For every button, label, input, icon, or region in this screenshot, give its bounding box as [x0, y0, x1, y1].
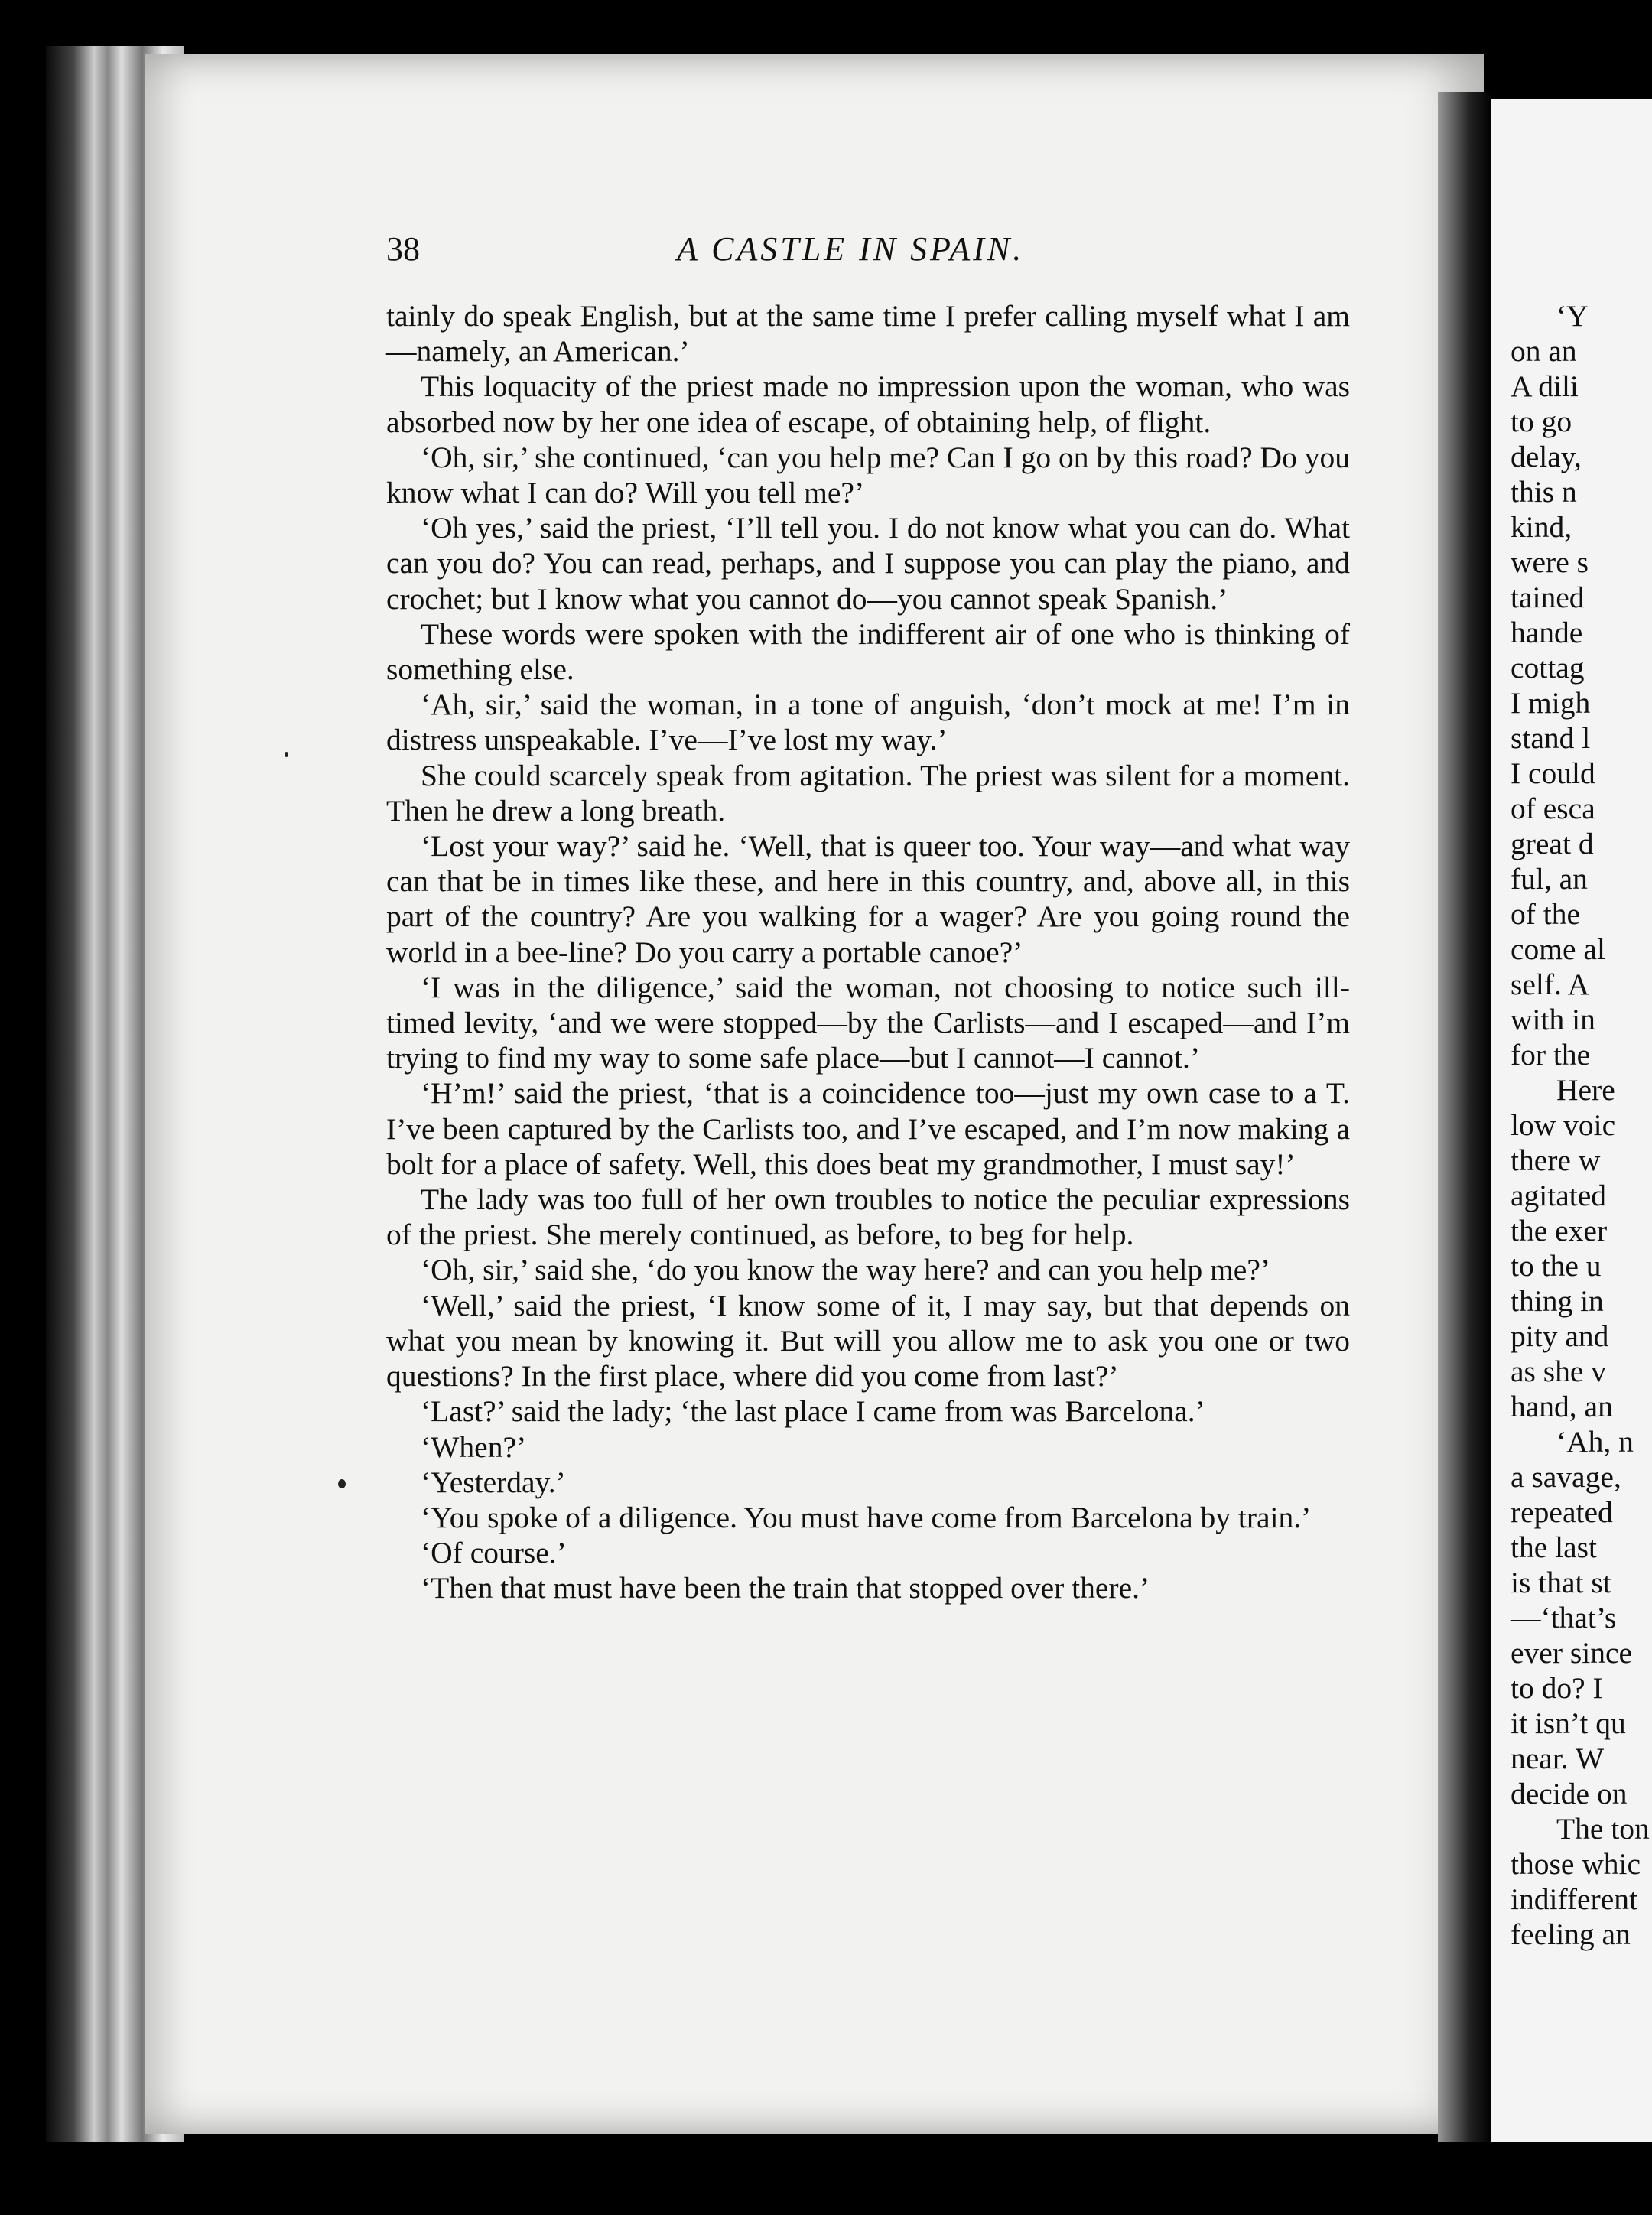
facing-page-line: to do? I	[1511, 1671, 1603, 1705]
facing-page-line: delay,	[1511, 440, 1582, 473]
paragraph: tainly do speak English, but at the same time I prefer calling myself what I am—namely, an American.’	[386, 299, 1350, 369]
facing-page-line: on an	[1511, 334, 1577, 368]
paragraph: ‘Oh, sir,’ said she, ‘do you know the way here? and can you help me?’	[421, 1253, 1271, 1287]
facing-page-line: of esca	[1511, 792, 1595, 825]
paragraph: These words were spoken with the indifferent air of one who is thinking of something else.	[386, 616, 1350, 687]
facing-page-line: cottag	[1511, 651, 1585, 685]
paragraph: ‘H’m!’ said the priest, ‘that is a coincidence too—just my own case to a T. I’ve been captured by the Carlists too, and I’ve escaped, and I’m now making a bolt for a place of safety. Well, this does beat my grandmother, I must say!’	[386, 1076, 1350, 1181]
facing-page-line: —‘that’s	[1511, 1601, 1617, 1634]
facing-page-line: ‘Ah, n	[1556, 1425, 1634, 1459]
facing-page-line: I could	[1511, 756, 1595, 790]
book-gutter	[1438, 92, 1491, 2142]
facing-page-line: thing in	[1511, 1284, 1604, 1318]
paragraph: ‘Oh yes,’ said the priest, ‘I’ll tell you. I do not know what you can do. What can you do? You can read, perhaps, and I suppose you can play the piano, and crochet; but I know what you cannot do—you cannot speak Spanish.’	[386, 511, 1350, 616]
facing-page-line: come al	[1511, 932, 1605, 966]
facing-page-line: ful, an	[1511, 862, 1588, 896]
ink-spot	[338, 1479, 346, 1488]
ink-spot	[285, 752, 288, 757]
paragraph: ‘Then that must have been the train that stopped over there.’	[421, 1571, 1150, 1605]
facing-page-line: stand l	[1511, 721, 1591, 755]
facing-page-line: is that st	[1511, 1566, 1611, 1599]
paragraph: ‘Well,’ said the priest, ‘I know some of it, I may say, but that depends on what you mean by knowing it. But will you allow me to ask you one or two questions? In the first place, where did you come from last?’	[386, 1288, 1350, 1394]
paragraph: ‘Lost your way?’ said he. ‘Well, that is queer too. Your way—and what way can that be in times like these, and here in this country, and, above all, in this part of the country? Are you walking for a wager? Are you going round the world in a bee-line? Do you carry a portable canoe?’	[386, 829, 1350, 969]
facing-page-line: the exer	[1511, 1214, 1608, 1247]
paragraph: ‘Yesterday.’	[421, 1465, 566, 1499]
facing-page-line: The ton	[1556, 1812, 1650, 1846]
paragraph: ‘Ah, sir,’ said the woman, in a tone of anguish, ‘don’t mock at me! I’m in distress unspeakable. I’ve—I’ve lost my way.’	[386, 688, 1350, 757]
paragraph: She could scarcely speak from agitation. The priest was silent for a moment. Then he drew a long breath.	[386, 758, 1350, 828]
paragraph: ‘Last?’ said the lady; ‘the last place I came from was Barcelona.’	[421, 1394, 1205, 1429]
facing-page-line: hand, an	[1511, 1390, 1613, 1423]
facing-page-line: to the u	[1511, 1249, 1602, 1283]
body-text	[386, 298, 1350, 1606]
facing-page	[1491, 99, 1652, 2142]
paragraph: ‘Of course.’	[421, 1536, 567, 1570]
facing-page-line: pity and	[1511, 1319, 1609, 1353]
facing-page-line: ‘Y	[1556, 299, 1589, 333]
facing-page-line: self. A	[1511, 968, 1590, 1001]
facing-page-line: decide on	[1511, 1777, 1628, 1810]
facing-page-line: as she v	[1511, 1355, 1607, 1388]
page-header	[386, 229, 1380, 275]
facing-page-line: kind,	[1511, 510, 1572, 544]
paragraph: This loquacity of the priest made no impression upon the woman, who was absorbed now by her one idea of escape, of obtaining help, of flight.	[386, 369, 1350, 439]
facing-page-line: to go	[1511, 405, 1572, 438]
facing-page-line: a savage,	[1511, 1460, 1621, 1494]
facing-page-line: agitated	[1511, 1179, 1607, 1212]
page-number: 38	[386, 230, 420, 268]
facing-page-line: there w	[1511, 1143, 1601, 1177]
facing-page-line: hande	[1511, 616, 1583, 649]
facing-page-line: A dili	[1511, 369, 1579, 403]
facing-page-line: were s	[1511, 545, 1589, 579]
facing-page-line: of the	[1511, 897, 1581, 931]
facing-page-line: tained	[1511, 581, 1585, 614]
facing-page-line: those whic	[1511, 1847, 1641, 1881]
running-title: A CASTLE IN SPAIN.	[677, 230, 1025, 268]
paragraph: ‘Oh, sir,’ she continued, ‘can you help me? Can I go on by this road? Do you know what I can do? Will you tell me?’	[386, 440, 1350, 510]
paragraph: The lady was too full of her own troubles to notice the peculiar expressions of the priest. She merely continued, as before, to beg for help.	[386, 1182, 1350, 1252]
facing-page-line: this n	[1511, 475, 1577, 509]
facing-page-text	[1511, 298, 1652, 1952]
facing-page-line: with in	[1511, 1003, 1595, 1036]
facing-page-line: indifferent	[1511, 1882, 1637, 1916]
facing-page-line: repeated	[1511, 1495, 1613, 1529]
facing-page-line: it isn’t qu	[1511, 1706, 1626, 1740]
facing-page-line: great d	[1511, 827, 1594, 860]
facing-page-line: ever since	[1511, 1636, 1633, 1670]
facing-page-line: for the	[1511, 1038, 1591, 1072]
paragraph: ‘You spoke of a diligence. You must have come from Barcelona by train.’	[421, 1500, 1312, 1534]
facing-page-line: low voic	[1511, 1108, 1616, 1142]
facing-page-line: Here	[1556, 1073, 1615, 1107]
facing-page-line: the last	[1511, 1530, 1597, 1564]
paragraph: ‘I was in the diligence,’ said the woman, not choosing to notice such ill-timed levity, ‘and we were stopped—by the Carlists—and I escaped—and I’m trying to find my way to some safe place—but I cannot—I cannot.’	[386, 970, 1350, 1075]
facing-page-line: near. W	[1511, 1742, 1605, 1775]
facing-page-line: feeling an	[1511, 1917, 1631, 1951]
facing-page-line: I migh	[1511, 686, 1591, 720]
paragraph: ‘When?’	[421, 1430, 527, 1464]
